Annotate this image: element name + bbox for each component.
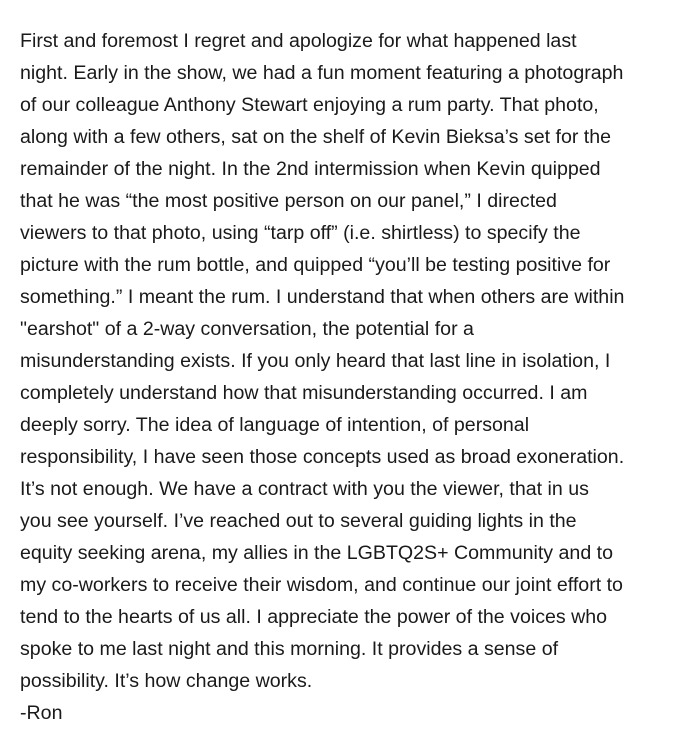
statement-line: "earshot" of a 2-way conversation, the potential for a: [20, 318, 474, 340]
statement-line: spoke to me last night and this morning. It provides a sense of: [20, 638, 559, 660]
statement-line: along with a few others, sat on the shelf of Kevin Bieksa’s set for the: [20, 126, 612, 148]
statement-line: you see yourself. I’ve reached out to several guiding lights in the: [20, 510, 577, 532]
statement-line: misunderstanding exists. If you only heard that last line in isolation, I: [20, 350, 611, 372]
statement-line: viewers to that photo, using “tarp off” (i.e. shirtless) to specify the: [20, 222, 581, 244]
statement-line: that he was “the most positive person on our panel,” I directed: [20, 190, 557, 212]
statement-line: possibility. It’s how change works.: [20, 670, 313, 692]
statement-line: night. Early in the show, we had a fun moment featuring a photograph: [20, 62, 624, 84]
statement-line: my co-workers to receive their wisdom, and continue our joint effort to: [20, 574, 623, 596]
statement-line: tend to the hearts of us all. I appreciate the power of the voices who: [20, 606, 608, 628]
statement-line: responsibility, I have seen those concepts used as broad exoneration.: [20, 446, 625, 468]
statement-line: equity seeking arena, my allies in the LGBTQ2S+ Community and to: [20, 542, 614, 564]
statement-line: picture with the rum bottle, and quipped “you’ll be testing positive for: [20, 254, 611, 276]
apology-statement: [20, 25, 688, 729]
statement-line: completely understand how that misunderstanding occurred. I am: [20, 382, 588, 404]
statement-line: deeply sorry. The idea of language of intention, of personal: [20, 414, 530, 436]
signature: -Ron: [20, 702, 63, 724]
statement-line: of our colleague Anthony Stewart enjoying a rum party. That photo,: [20, 94, 599, 116]
statement-line: It’s not enough. We have a contract with you the viewer, that in us: [20, 478, 589, 500]
statement-line: First and foremost I regret and apologize for what happened last: [20, 30, 577, 52]
statement-line: something.” I meant the rum. I understand that when others are within: [20, 286, 625, 308]
statement-line: remainder of the night. In the 2nd intermission when Kevin quipped: [20, 158, 601, 180]
